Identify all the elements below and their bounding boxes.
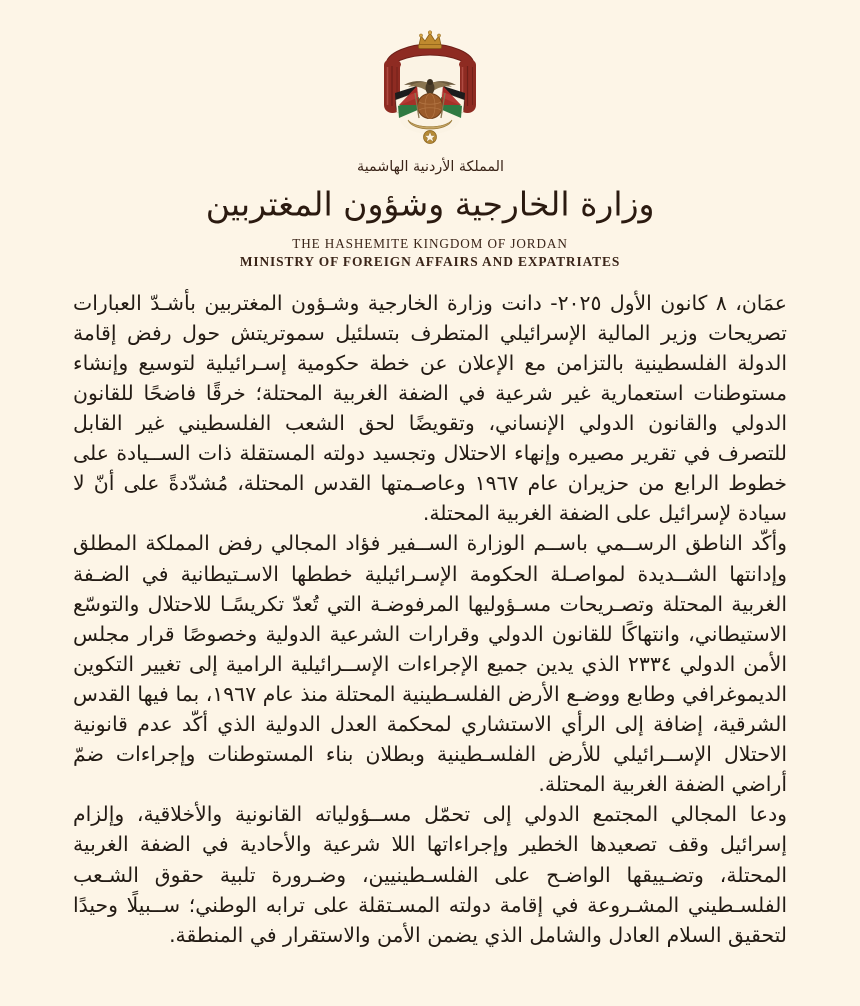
statement-paragraph-3: ودعا المجالي المجتمع الدولي إلى تحمّل مســؤولياته القانونية والأخلاقية، وإلزام إسرائيل وقف تصعيدها الخطير وإجراءاتها اللا شرعية والأحادية في الضفة الغربية المحتلة، وتضـييقها الواضـح على الفلسـطينيين، وضـرورة تلبية حقوق الشـعب الفلسـطيني المشـروعة في إقامة دولته المسـتقلة على ترابه الوطني؛ ســبيلًا وحيدًا لتحقيق السلام العادل والشامل الذي يضمن الأمن والاستقرار في المنطقة.: [73, 802, 787, 947]
statement-paragraph-1: عمَان، ٨ كانون الأول ٢٠٢٥- دانت وزارة الخارجية وشـؤون المغتربين بأشـدّ العبارات تصريحات وزير المالية الإسرائيلي المتطرف بتسلئيل سموتريتش حول رفض إقامة الدولة الفلسطينية بالتزامن مع الإعلان عن خطة حكومية إسـرائيلية لتوسيع وإنشاء مستوطنات استعمارية غير شرعية في الضفة الغربية المحتلة؛ خرقًا فاضحًا للقانون الدولي والقانون الدولي الإنساني، وتقويضًا لحق الشعب الفلسطيني غير القابل للتصرف في تقرير مصيره وإنهاء الاحتلال وتجسيد دولته المستقلة ذات الســيادة على خطوط الرابع من حزيران عام ١٩٦٧ وعاصـمتها القدس المحتلة، مُشدّدةً على أنّ لا سيادة لإسرائيل على الضفة الغربية المحتلة.: [73, 290, 787, 526]
hashemite-crown: [419, 31, 442, 49]
statement-body: [0, 272, 860, 950]
arabic-ministry-title-text: وزارة الخارجية وشؤون المغتربين: [205, 184, 655, 224]
english-titles: [240, 235, 620, 272]
english-ministry-title: MINISTRY OF FOREIGN AFFAIRS AND EXPATRIATES: [239, 254, 621, 270]
star-medal: [424, 131, 437, 144]
arabic-ministry-title: [178, 176, 682, 228]
english-kingdom-title: THE HASHEMITE KINGDOM OF JORDAN: [292, 236, 568, 251]
letterhead: [0, 0, 860, 272]
arabic-kingdom-title: [294, 152, 567, 178]
arabic-kingdom-title-text: المملكة الأردنية الهاشمية: [356, 158, 504, 175]
statement-paragraph-2: وأكّد الناطق الرســمي باســم الوزارة الســفير فؤاد المجالي رفض المملكة المطلق وإدانتها الشــديدة لمواصـلة الحكومة الإسـرائيلية خططها الاسـتيطانية في الضـفة الغربية المحتلة وتصـريحات مسـؤوليها المرفوضـة التي تُعدّ تكريسًـا للاحتلال والتوسّع الاستيطاني، وانتهاكًا للقانون الدولي وقرارات الشرعية الدولية وخصوصًا قرار مجلس الأمن الدولي ٢٣٣٤ الذي يدين جميع الإجراءات الإســرائيلية الرامية إلى تغيير التكوين الديموغرافي وطابع ووضـع الأرض الفلسـطينية المحتلة منذ عام ١٩٦٧، بما فيها القدس الشرقية، إضافة إلى الرأي الاستشاري لمحكمة العدل الدولية الذي أكّد عدم قانونية الاحتلال الإســرائيلي للأرض الفلسـطينية وبطلان بناء المستوطنات وإجراءات ضمّ أراضي الضفة الغربية المحتلة.: [73, 531, 787, 797]
coat-of-arms-of-jordan-emblem: [369, 30, 491, 148]
